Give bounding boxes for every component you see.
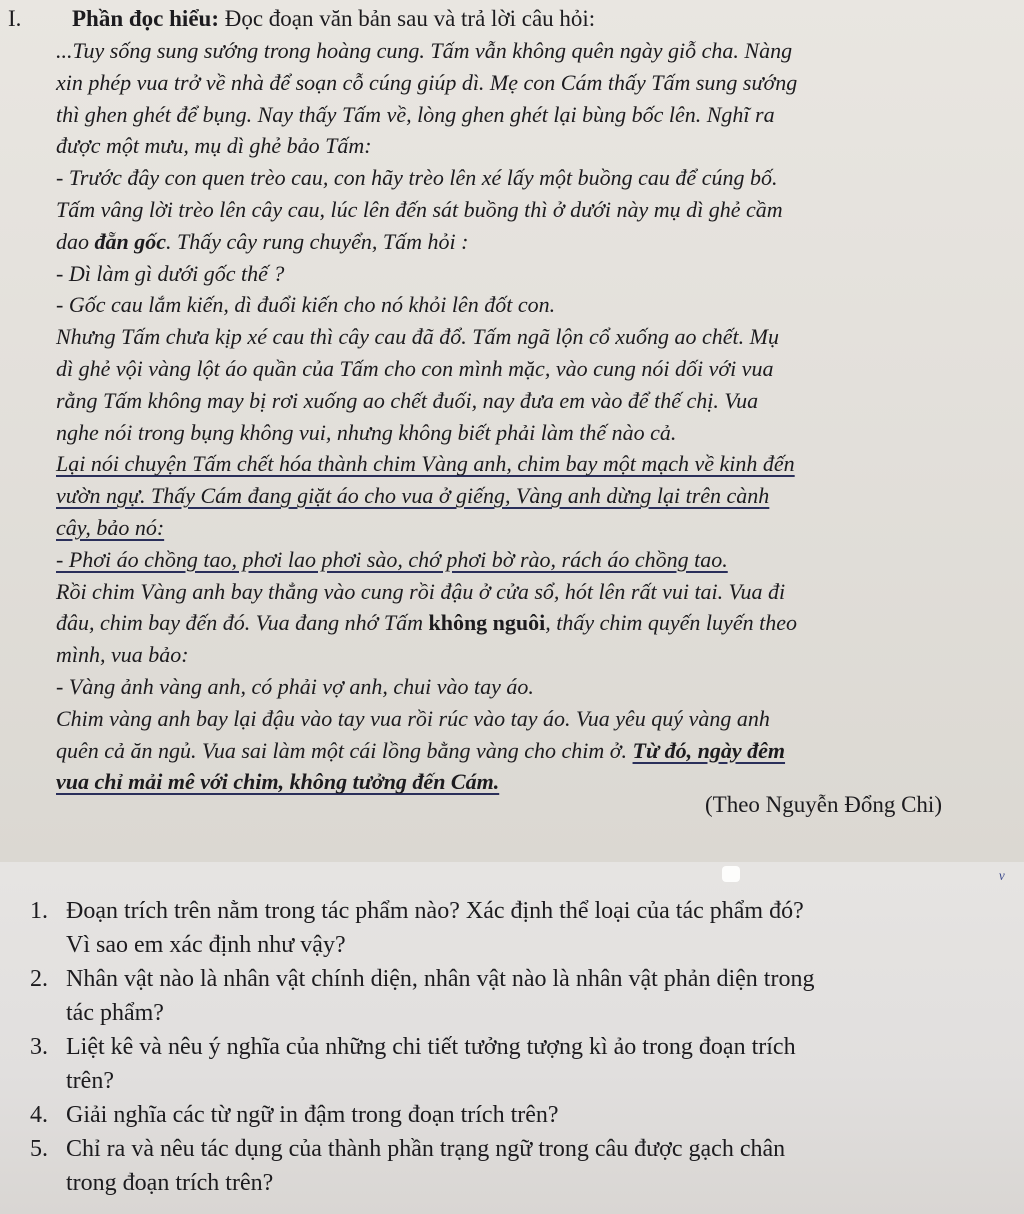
question-text: trong đoạn trích trên?: [66, 1170, 274, 1196]
passage-line-underlined: Lại nói chuyện Tấm chết hóa thành chim Vàng anh, chim bay một mạch về kinh đến: [56, 451, 795, 477]
question-text: Nhân vật nào là nhân vật chính diện, nhân vật nào là nhân vật phản diện trong: [66, 966, 815, 992]
question-text: Liệt kê và nêu ý nghĩa của những chi tiết tưởng tượng kì ảo trong đoạn trích: [66, 1034, 796, 1060]
underlined-adverbial: Từ đó, ngày đêm: [632, 737, 786, 763]
question-item: [30, 1030, 1024, 1098]
passage-line: - Trước đây con quen trèo cau, con hãy trèo lên xé lấy một buồng cau để cúng bố.: [56, 165, 778, 191]
question-number: 1.: [30, 898, 48, 924]
bold-term: đẵn gốc: [94, 228, 166, 254]
passage-line: Chim vàng anh bay lại đậu vào tay vua rồi rúc vào tay áo. Vua yêu quý vàng anh: [56, 705, 770, 731]
question-text: tác phẩm?: [66, 1000, 164, 1026]
passage-line: [56, 607, 986, 639]
question-number: 5.: [30, 1136, 48, 1162]
passage-line: xin phép vua trở về nhà để soạn cỗ cúng giúp dì. Mẹ con Cám thấy Tấm sung sướng: [56, 69, 798, 95]
question-number: 4.: [30, 1102, 48, 1128]
passage-line-underlined: - Phơi áo chồng tao, phơi lao phơi sào, chớ phơi bờ rào, rách áo chồng tao.: [56, 546, 728, 572]
paper-glare: [722, 866, 740, 882]
question-number: 2.: [30, 966, 48, 992]
passage-line: Nhưng Tấm chưa kịp xé cau thì cây cau đã đổ. Tấm ngã lộn cổ xuống ao chết. Mụ: [56, 324, 779, 350]
passage-text-run: , thấy chim quyến luyến theo: [545, 610, 797, 636]
passage-line: dì ghẻ vội vàng lột áo quần của Tấm cho con mình mặc, vào cung nói dối với vua: [56, 355, 774, 381]
passage-line: [56, 226, 986, 258]
question-item: [30, 962, 1024, 1030]
passage-line: ...Tuy sống sung sướng trong hoàng cung. Tấm vẫn không quên ngày giỗ cha. Nàng: [56, 38, 793, 63]
question-item: [30, 1098, 1024, 1132]
section-instruction: Đọc đoạn văn bản sau và trả lời câu hỏi:: [224, 6, 596, 31]
passage-text-run: quên cả ăn ngủ. Vua sai làm một cái lồng bằng vàng cho chim ở.: [56, 737, 633, 763]
question-item: [30, 1132, 1024, 1200]
question-text: trên?: [66, 1068, 114, 1094]
question-list: [30, 894, 1024, 1200]
question-text: Chỉ ra và nêu tác dụng của thành phần trạng ngữ trong câu được gạch chân: [66, 1136, 786, 1162]
passage-line: mình, vua bảo:: [56, 642, 189, 668]
passage-line-underlined: cây, bảo nó:: [56, 514, 165, 540]
question-item: [30, 894, 1024, 962]
passage-line: Rồi chim Vàng anh bay thẳng vào cung rồi đậu ở cửa sổ, hót lên rất vui tai. Vua đi: [56, 578, 786, 604]
passage-line: rằng Tấm không may bị rơi xuống ao chết đuối, nay đưa em vào để thế chị. Vua: [56, 387, 759, 413]
passage-text-run: dao: [56, 228, 95, 254]
source-citation: (Theo Nguyễn Đổng Chi): [705, 792, 942, 817]
passage-line-underlined: vườn ngự. Thấy Cám đang giặt áo cho vua ở giếng, Vàng anh dừng lại trên cành: [56, 483, 770, 509]
passage-line: - Vàng ảnh vàng anh, có phải vợ anh, chui vào tay áo.: [56, 673, 534, 699]
passage-line: thì ghen ghét để bụng. Nay thấy Tấm về, lòng ghen ghét lại bùng bốc lên. Nghĩ ra: [56, 101, 775, 127]
section-number: I.: [8, 6, 22, 31]
passage-line-underlined: vua chỉ mải mê với chim, không tưởng đến Cám.: [56, 769, 500, 795]
passage-text-run: đâu, chim bay đến đó. Vua đang nhớ Tấm: [56, 610, 429, 636]
pen-mark: ᵛ: [998, 866, 1005, 891]
section-heading: [8, 4, 595, 34]
passage-line: nghe nói trong bụng không vui, nhưng không biết phải làm thế nào cả.: [56, 419, 677, 445]
question-text: Giải nghĩa các từ ngữ in đậm trong đoạn trích trên?: [66, 1102, 559, 1128]
question-text: Vì sao em xác định như vậy?: [66, 932, 346, 958]
section-title: Phần đọc hiểu:: [72, 6, 219, 31]
passage-line: - Gốc cau lắm kiến, dì đuổi kiến cho nó khỏi lên đốt con.: [56, 292, 556, 318]
passage-line: [56, 735, 986, 767]
passage-line: Tấm vâng lời trèo lên cây cau, lúc lên đến sát buồng thì ở dưới này mụ dì ghẻ cầm: [56, 196, 783, 222]
question-text: Đoạn trích trên nằm trong tác phẩm nào? Xác định thể loại của tác phẩm đó?: [66, 898, 804, 924]
passage-line: được một mưu, mụ dì ghẻ bảo Tấm:: [56, 133, 372, 159]
bold-term: không nguôi: [428, 610, 546, 636]
passage-text: [56, 35, 986, 798]
passage-text-run: . Thấy cây rung chuyển, Tấm hỏi :: [166, 228, 469, 254]
passage-line: - Dì làm gì dưới gốc thế ?: [56, 260, 285, 286]
question-number: 3.: [30, 1034, 48, 1060]
